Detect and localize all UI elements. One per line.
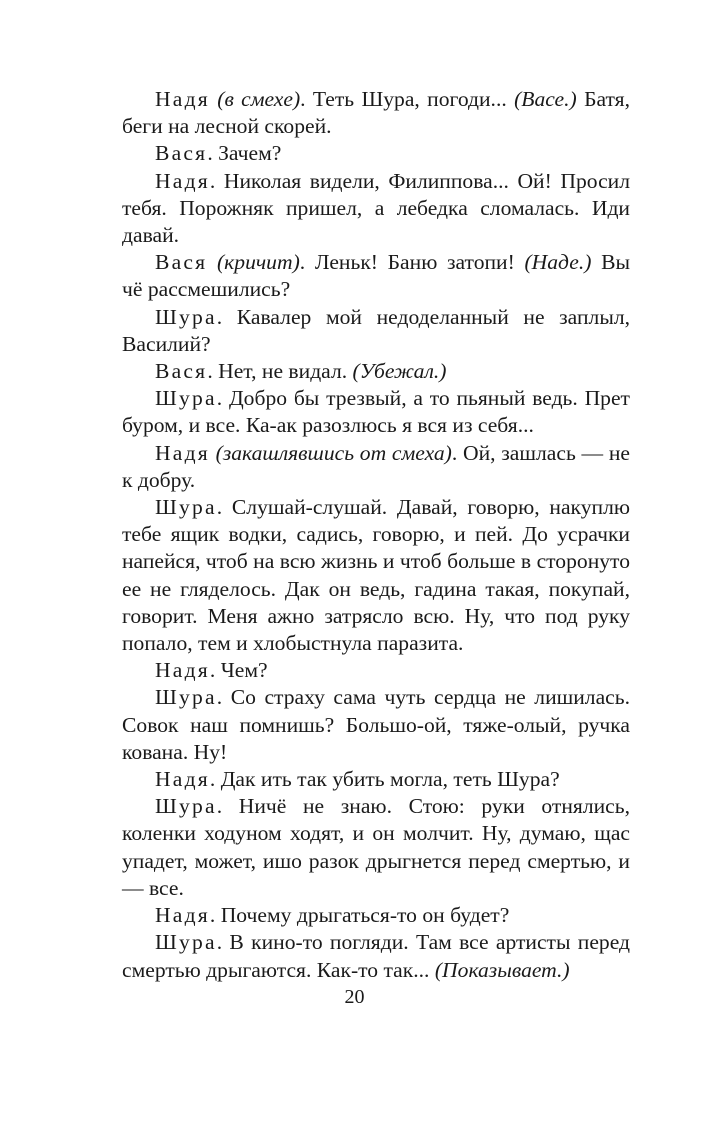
stage-direction: (закашлявшись от смеха) — [215, 440, 452, 465]
play-text — [122, 86, 630, 984]
dialogue-text: Вы чё рассмешились? — [122, 250, 630, 302]
dialogue-paragraph — [122, 140, 630, 167]
dialogue-paragraph — [122, 168, 630, 250]
dialogue-text: Батя, беги на лесной скорей. — [122, 87, 630, 139]
dialogue-text: . Николая видели, Филиппова... Ой! Просил тебя. Порожняк пришел, а лебедка сломалась. Иди давай. — [122, 168, 630, 248]
dialogue-paragraph — [122, 358, 630, 385]
dialogue-text: . Почему дрыгаться-то он будет? — [209, 903, 510, 928]
speaker-name: Надя — [155, 87, 210, 111]
stage-direction: (в смехе) — [217, 87, 301, 111]
dialogue-text: . Нет, не видал. — [207, 359, 353, 384]
speaker-name: Надя — [155, 658, 210, 683]
dialogue-paragraph — [122, 494, 630, 657]
dialogue-paragraph — [122, 684, 630, 766]
dialogue-text: . Добро бы трезвый, а то пьяный ведь. Прет буром, и все. Ка-ак разозлюсь я вся из себя... — [122, 386, 630, 438]
speaker-name: Вася — [155, 141, 208, 166]
dialogue-text: . Чем? — [209, 658, 268, 683]
dialogue-text: . Ой, зашлась — не к добру. — [122, 440, 630, 492]
stage-direction: (Показывает.) — [434, 957, 570, 982]
dialogue-text: . Леньк! Баню затопи! — [299, 250, 525, 275]
speaker-name: Шура — [155, 685, 217, 710]
speaker-name: Шура — [155, 386, 217, 411]
speaker-name: Надя — [155, 168, 210, 193]
speaker-name: Шура — [155, 930, 217, 955]
dialogue-paragraph — [122, 249, 630, 303]
dialogue-text: . Кавалер мой недоделанный не заплыл, Василий? — [122, 304, 630, 356]
speaker-name: Надя — [155, 767, 210, 792]
dialogue-text: . В кино-то погляди. Там все артисты перед смертью дрыгаются. Как-то так... — [122, 930, 630, 982]
dialogue-text: . Со страху сама чуть сердца не лишилась. Совок наш помнишь? Большо-ой, тяже-олый, ручка кована. Ну! — [122, 685, 630, 764]
dialogue-paragraph — [122, 86, 630, 140]
dialogue-paragraph — [122, 793, 630, 902]
dialogue-paragraph — [122, 902, 630, 929]
dialogue-paragraph — [122, 657, 630, 684]
stage-direction: (Васе.) — [514, 87, 577, 111]
dialogue-paragraph — [122, 385, 630, 439]
speaker-name: Вася — [155, 359, 208, 384]
speaker-name: Надя — [155, 903, 210, 928]
speaker-name: Шура — [155, 794, 217, 819]
speaker-name: Надя — [155, 440, 210, 465]
stage-direction: (Убежал.) — [352, 359, 447, 384]
speaker-name: Вася — [155, 250, 208, 275]
dialogue-text: . Теть Шура, погоди... — [300, 87, 515, 111]
dialogue-text: . Зачем? — [207, 141, 282, 166]
dialogue-text — [207, 250, 217, 274]
stage-direction: (кричит) — [216, 250, 300, 275]
speaker-name: Шура — [155, 495, 217, 520]
dialogue-paragraph — [122, 929, 630, 983]
dialogue-text: . Ничё не знаю. Стою: руки отнялись, коленки ходуном ходят, и он молчит. Ну, думаю, щас упадет, может, ишо разок дрыгнется перед смертью, и — все. — [122, 794, 630, 900]
dialogue-text: . Слушай-слушай. Давай, говорю, накуплю тебе ящик водки, садись, говорю, и пей. До усрачки напейся, чтоб на всю жизнь и чтоб больше в сторонуто ее не гляделось. Дак он ведь, гадина такая, покупай, говорит. Меня ажно затрясло всю. Ну, что под руку попало, тем и хлобыстнула паразита. — [122, 495, 630, 656]
dialogue-paragraph — [122, 766, 630, 793]
dialogue-paragraph — [122, 304, 630, 358]
dialogue-paragraph — [122, 440, 630, 494]
page-number: 20 — [344, 986, 365, 1008]
speaker-name: Шура — [155, 304, 217, 329]
stage-direction: (Наде.) — [524, 250, 592, 275]
dialogue-text: . Дак ить так убить могла, теть Шура? — [209, 767, 560, 792]
